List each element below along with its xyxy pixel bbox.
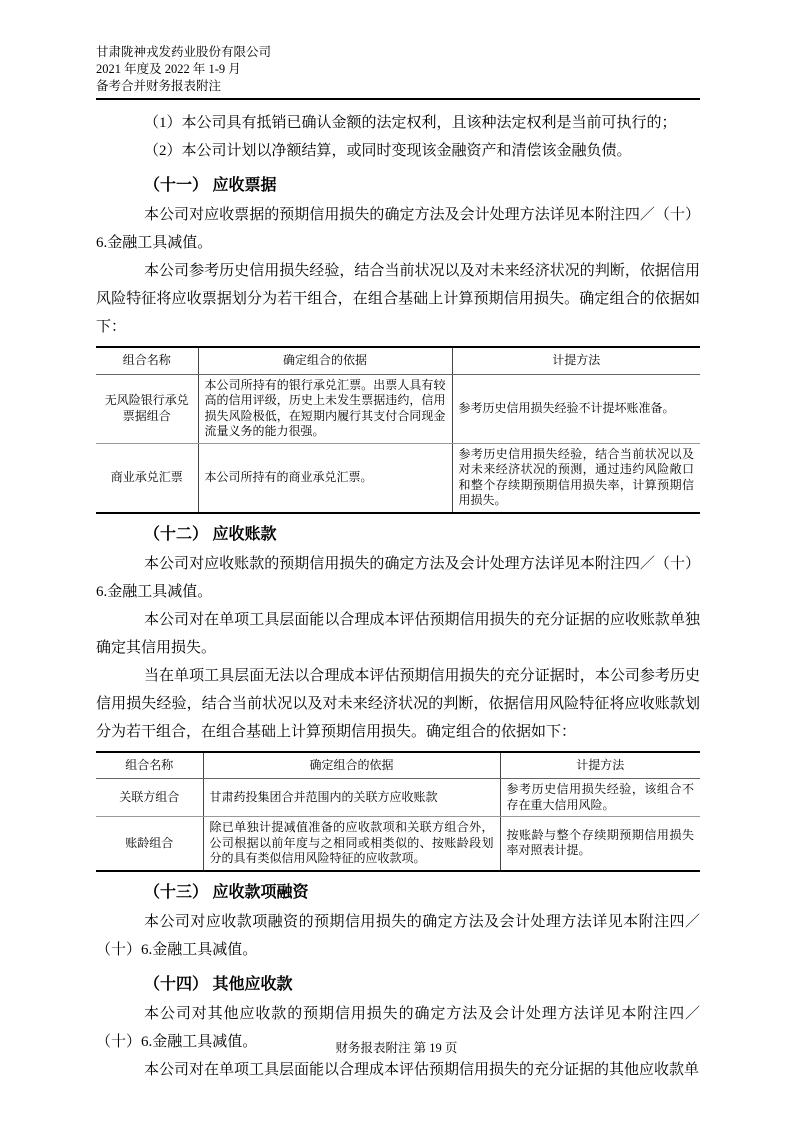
table-cell: 参考历史信用损失经验不计提坏账准备。 (452, 374, 700, 443)
table-cell: 本公司所持有的商业承兑汇票。 (198, 443, 452, 513)
notes-receivable-portfolio-table (96, 346, 700, 514)
page-footer: 财务报表附注 第 19 页 (335, 1041, 458, 1055)
company-name: 甘肃陇神戎发药业股份有限公司 (96, 45, 272, 59)
table-row (96, 443, 700, 513)
paragraph: 本公司对在单项工具层面能以合理成本评估预期信用损失的充分证据的其他应收款单 (144, 1061, 700, 1078)
table-cell: 本公司所持有的银行承兑汇票。出票人具有较高的信用评级，历史上未发生票据违约，信用损失风险极低，在短期内履行其支付合同现金流量义务的能力很强。 (198, 374, 452, 443)
paragraph: 本公司参考历史信用损失经验，结合当前状况以及对未来经济状况的判断，依据信用风险特征将应收票据划分为若干组合，在组合基础上计算预期信用损失。确定组合的依据如下： (96, 263, 700, 335)
intro-item-2: （2）本公司计划以净额结算，或同时变现该金融资产和清偿该金融负债。 (144, 143, 632, 159)
intro-item-1: （1）本公司具有抵销已确认金额的法定权利，且该种法定权利是当前可执行的； (144, 115, 677, 131)
table-row (96, 817, 700, 871)
paragraph: 本公司对应收款项融资的预期信用损失的确定方法及会计处理方法详见本附注四／（十）6.金融工具减值。 (96, 913, 700, 958)
section-heading-12: （十二） 应收账款 (144, 525, 277, 543)
table-header-row (96, 752, 700, 779)
table-cell: 账龄组合 (125, 835, 174, 850)
accounts-receivable-portfolio-table (96, 751, 700, 872)
column-header-portfolio-basis: 确定组合的依据 (198, 347, 452, 374)
table-cell: 甘肃药投集团合并范围内的关联方应收账款 (203, 779, 500, 817)
doc-header (96, 44, 700, 100)
column-header-provision-method: 计提方法 (452, 347, 700, 374)
section-heading-11: （十一） 应收票据 (144, 177, 277, 194)
paragraph: 本公司对应收账款的预期信用损失的确定方法及会计处理方法详见本附注四／（十）6.金融工具减值。 (96, 555, 700, 600)
paragraph: 当在单项工具层面无法以合理成本评估预期信用损失的充分证据时，本公司参考历史信用损失经验，结合当前状况以及对未来经济状况的判断，依据信用风险特征将应收账款划分为若干组合，在组合基础上计算预期信用损失。确定组合的依据如下： (96, 667, 700, 740)
paragraph: 本公司对应收票据的预期信用损失的确定方法及会计处理方法详见本附注四／（十）6.金融工具减值。 (96, 207, 700, 251)
table-header-row (96, 347, 700, 374)
column-header-portfolio-name: 组合名称 (96, 752, 203, 779)
doc-title: 备考合并财务报表附注 (96, 79, 222, 93)
column-header-portfolio-name: 组合名称 (96, 347, 198, 374)
section-heading-13: （十三） 应收款项融资 (144, 883, 309, 901)
table-cell: 无风险银行承兑票据组合 (96, 374, 198, 443)
table-cell: 除已单独计提减值准备的应收款项和关联方组合外，公司根据以前年度与之相同或相类似的、按账龄段划分的具有类似信用风险特征的应收款项。 (203, 817, 500, 871)
table-row (96, 779, 700, 817)
column-header-provision-method: 计提方法 (500, 752, 700, 779)
table-cell: 参考历史信用损失经验，该组合不存在重大信用风险。 (500, 779, 700, 817)
report-period: 2021 年度及 2022 年 1-9 月 (96, 62, 241, 76)
paragraph: 本公司对其他应收款的预期信用损失的确定方法及会计处理方法详见本附注四／（十）6.金融工具减值。 (96, 1005, 700, 1050)
table-cell: 按账龄与整个存续期预期信用损失率对照表计提。 (500, 817, 700, 871)
paragraph: 本公司对在单项工具层面能以合理成本评估预期信用损失的充分证据的应收账款单独确定其信用损失。 (96, 611, 700, 656)
table-row (96, 374, 700, 443)
table-cell: 关联方组合 (96, 779, 203, 817)
column-header-portfolio-basis: 确定组合的依据 (203, 752, 500, 779)
table-cell: 参考历史信用损失经验，结合当前状况以及对未来经济状况的预测，通过违约风险敞口和整个存续期预期信用损失率，计算预期信用损失。 (452, 443, 700, 513)
table-cell: 商业承兑汇票 (110, 469, 183, 484)
section-heading-14: （十四） 其他应收款 (144, 975, 293, 993)
